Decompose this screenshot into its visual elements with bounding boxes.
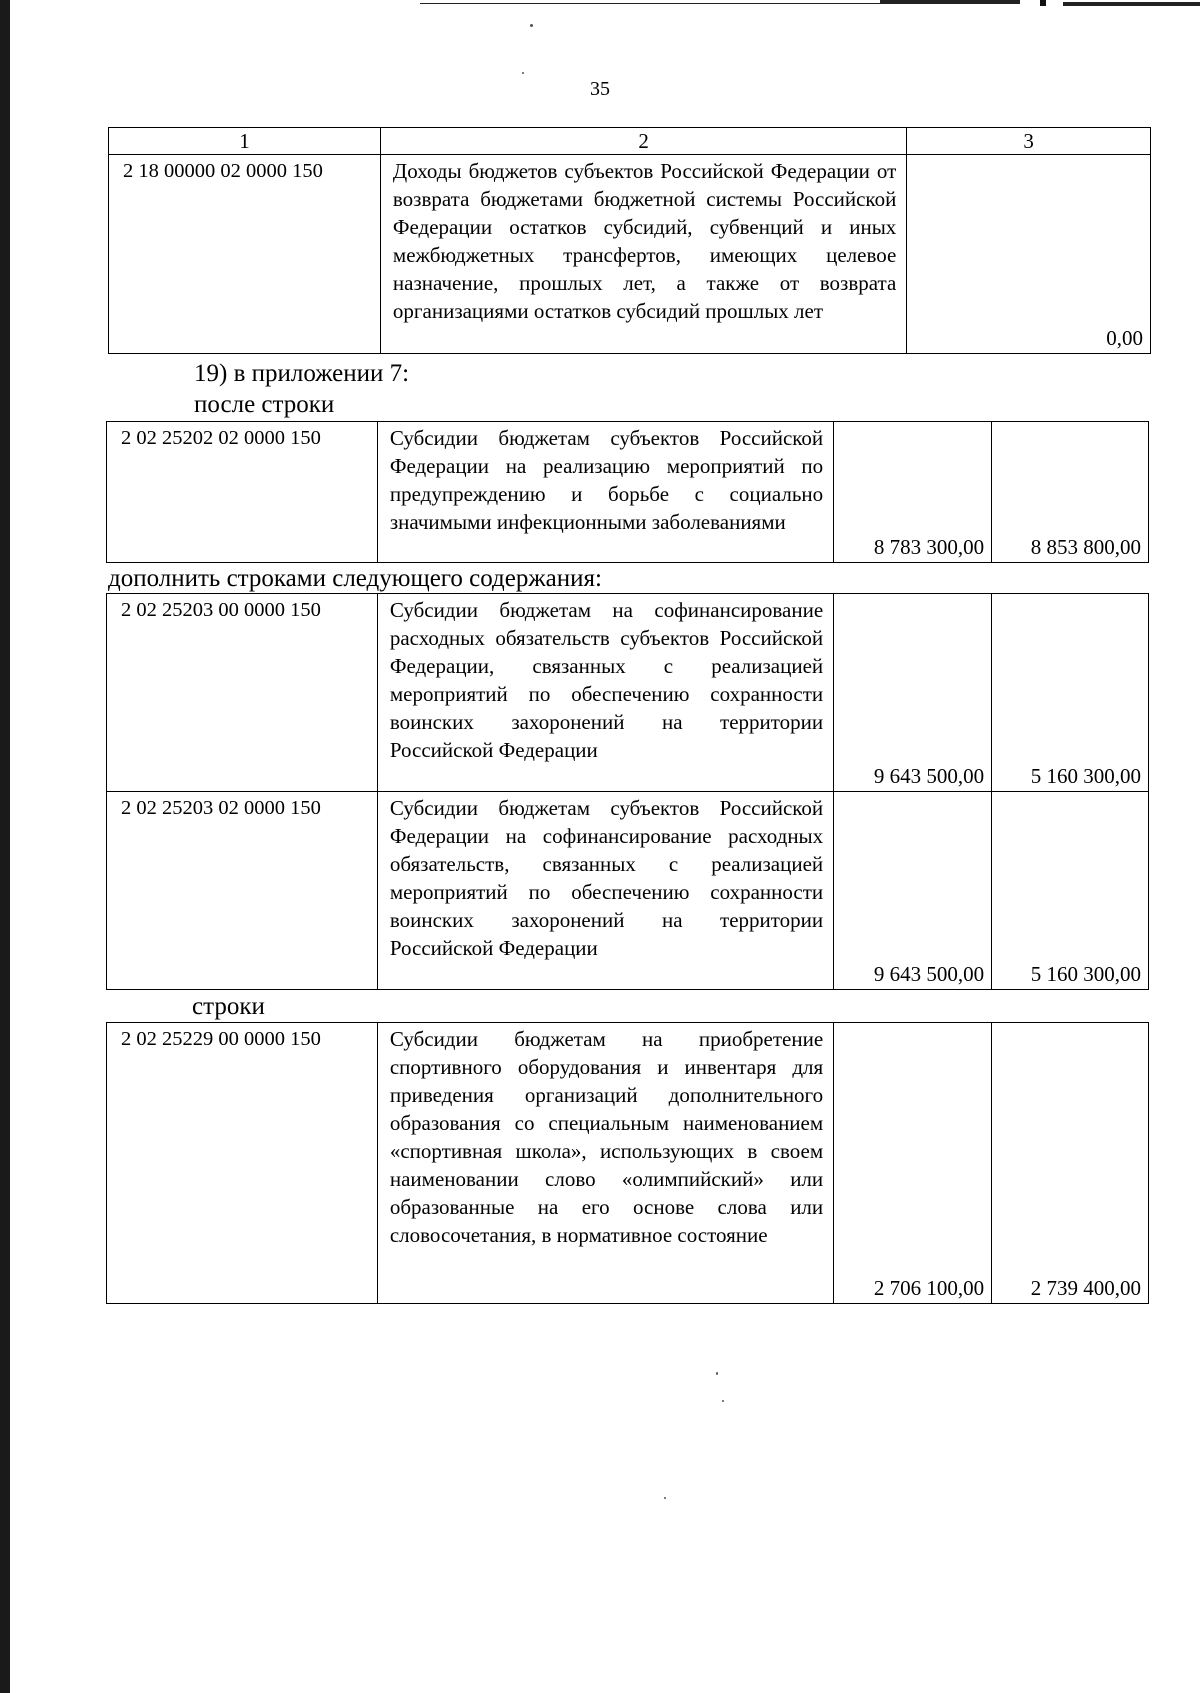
column-header-3: 3 xyxy=(907,128,1151,155)
table-header-row xyxy=(109,128,1151,155)
budget-code: 2 02 25203 02 0000 150 xyxy=(107,792,378,990)
scan-top-line xyxy=(1063,2,1200,6)
add-rows-label: дополнить строками следующего содержания: xyxy=(108,565,602,592)
scan-top-line xyxy=(880,0,1020,4)
rows-label: строки xyxy=(192,993,265,1020)
table-row xyxy=(107,792,1149,990)
column-header-2: 2 xyxy=(380,128,906,155)
scan-speck xyxy=(664,1497,666,1499)
budget-code: 2 18 00000 02 0000 150 xyxy=(109,155,381,354)
table-row xyxy=(107,422,1149,563)
scan-speck xyxy=(716,1372,718,1375)
item-label: 19) в приложении 7: xyxy=(194,360,410,387)
budget-code: 2 02 25203 00 0000 150 xyxy=(107,594,378,792)
row-description: Субсидии бюджетам на софинансирование расходных обязательств субъектов Российской Федерации, связанных с реализацией мероприятий по обеспечению сохранности воинских захоронений на территории Российской Федерации xyxy=(377,594,833,792)
scan-edge xyxy=(0,0,10,1693)
amount-year-2: 8 853 800,00 xyxy=(992,422,1149,563)
table-row xyxy=(109,155,1151,354)
amount-year-1: 9 643 500,00 xyxy=(834,792,992,990)
amount-year-1: 9 643 500,00 xyxy=(834,594,992,792)
amount-year-2: 5 160 300,00 xyxy=(992,594,1149,792)
table-added-rows xyxy=(106,593,1149,990)
scan-speck xyxy=(522,72,524,74)
row-description: Субсидии бюджетам на приобретение спортивного оборудования и инвентаря для приведения организаций дополнительного образования со специальным наименованием «спортивная школа», использующих в своем наименовании слово «олимпийский» или образованные на его основе слова или словосочетания, в нормативное состояние xyxy=(377,1023,833,1304)
amount: 0,00 xyxy=(907,155,1151,354)
amount-year-1: 8 783 300,00 xyxy=(834,422,992,563)
table-appendix-prev xyxy=(108,127,1151,354)
after-row-label: после строки xyxy=(194,391,335,418)
scan-speck xyxy=(722,1400,724,1402)
row-description: Субсидии бюджетам субъектов Российской Федерации на софинансирование расходных обязательств, связанных с реализацией мероприятий по обеспечению сохранности воинских захоронений на территории Российской Федерации xyxy=(377,792,833,990)
table-rows xyxy=(106,1022,1149,1304)
row-description: Субсидии бюджетам субъектов Российской Федерации на реализацию мероприятий по предупреждению и борьбе с социально значимыми инфекционными заболеваниями xyxy=(377,422,833,563)
budget-code: 2 02 25229 00 0000 150 xyxy=(107,1023,378,1304)
column-header-1: 1 xyxy=(109,128,381,155)
amount-year-1: 2 706 100,00 xyxy=(834,1023,992,1304)
table-row xyxy=(107,1023,1149,1304)
page-number: 35 xyxy=(590,78,610,100)
table-row xyxy=(107,594,1149,792)
row-description: Доходы бюджетов субъектов Российской Федерации от возврата бюджетами бюджетной системы Российской Федерации остатков субсидий, субвенций и иных межбюджетных трансфертов, имеющих целевое назначение, прошлых лет, а также от возврата организациями остатков субсидий прошлых лет xyxy=(380,155,906,354)
scan-mark xyxy=(1040,0,1046,6)
amount-year-2: 5 160 300,00 xyxy=(992,792,1149,990)
budget-code: 2 02 25202 02 0000 150 xyxy=(107,422,378,563)
table-after-row xyxy=(106,421,1149,563)
amount-year-2: 2 739 400,00 xyxy=(992,1023,1149,1304)
scan-speck xyxy=(530,24,533,27)
